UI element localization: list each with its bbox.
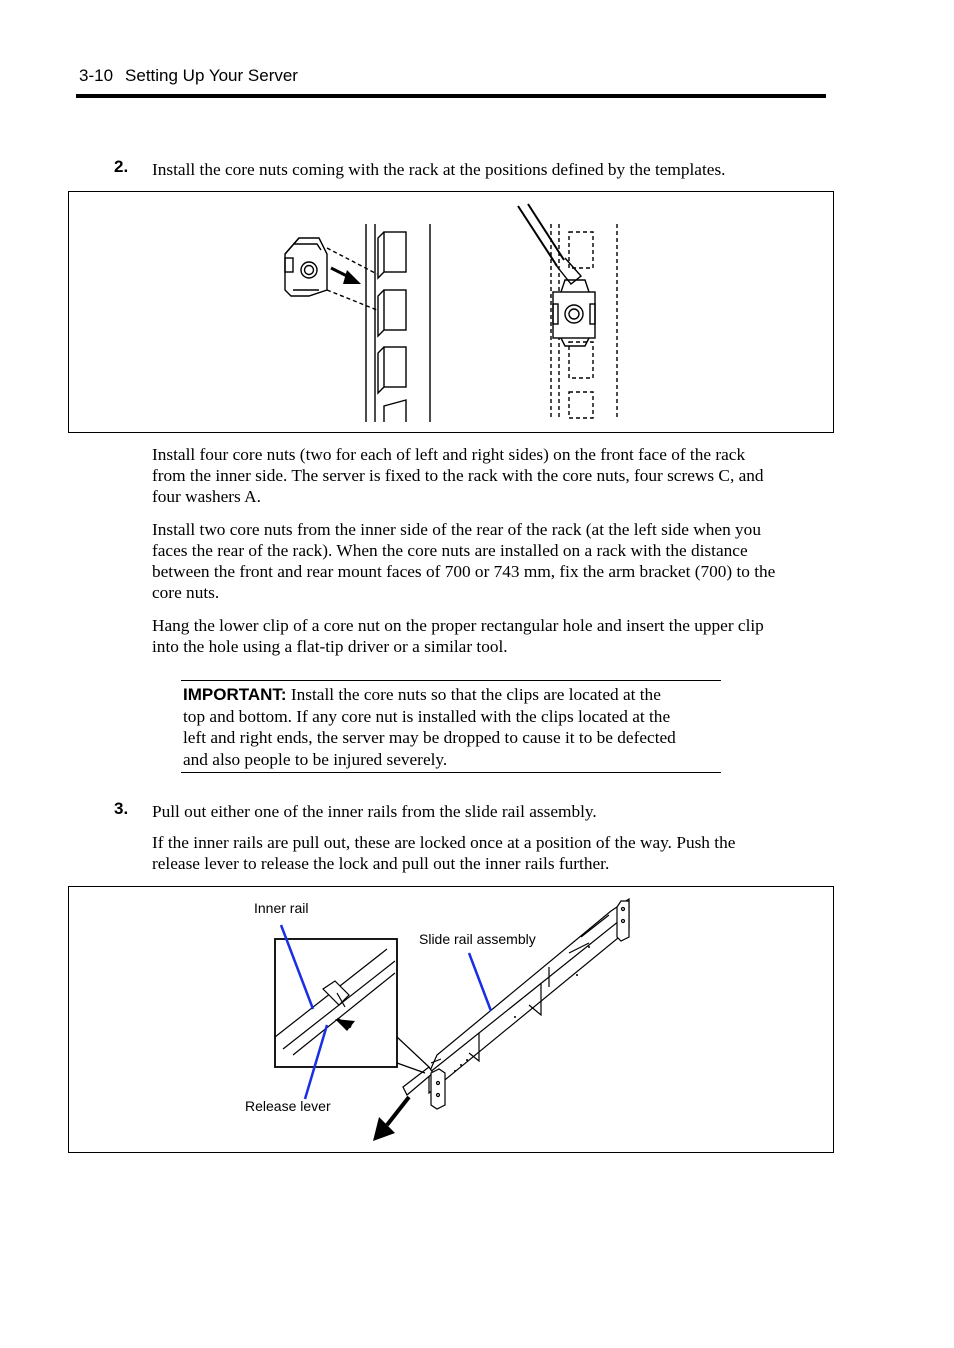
step-2-paragraph-2: Install two core nuts from the inner side of the rear of the rack (at the left side when you faces the rear of the rack). When the core nuts are installed on a rack with the distance between the front and rear mount faces of 700 or 743 mm, fix the arm bracket (700) to the core nuts. xyxy=(152,520,776,602)
inner-rail-label: Inner rail xyxy=(254,900,309,916)
step-3-paragraph-1: If the inner rails are pull out, these are locked once at a position of the way. Push the release lever to release the lock and pull out the inner rails further. xyxy=(152,833,736,873)
important-label: IMPORTANT: xyxy=(183,685,287,704)
release-lever-label: Release lever xyxy=(245,1098,331,1114)
step-2-paragraph-1: Install four core nuts (two for each of left and right sides) on the front face of the rack from the inner side. The server is fixed to the rack with the core nuts, four screws C, and four washers A. xyxy=(152,445,764,506)
important-note: IMPORTANT: Install the core nuts so that the clips are located at the top and bottom. If any core nut is installed with the clips located at the left and right ends, the server may be dropped to cause it to be defected and also people to be injured severely. xyxy=(181,680,721,773)
step-2-number: 2. xyxy=(114,157,129,176)
core-nut-illustration xyxy=(69,192,835,434)
header-rule xyxy=(76,94,826,98)
slide-rail-figure xyxy=(68,886,834,1153)
step-2-instruction: Install the core nuts coming with the rack at the positions defined by the templates. xyxy=(152,160,726,179)
core-nut-icon xyxy=(285,238,327,296)
slide-rail-callout-line xyxy=(469,953,491,1011)
slide-rail-illustration xyxy=(69,887,835,1154)
step-2-paragraph-3: Hang the lower clip of a core nut on the proper rectangular hole and insert the upper clip into the hole using a flat-tip driver or a similar tool. xyxy=(152,616,764,656)
page-header xyxy=(79,66,298,86)
step-3-instruction: Pull out either one of the inner rails from the slide rail assembly. xyxy=(152,802,597,821)
slide-rail-assembly-label: Slide rail assembly xyxy=(419,931,536,947)
chapter-title: Setting Up Your Server xyxy=(125,66,298,85)
page-number: 3-10 xyxy=(79,66,114,85)
step-3-number: 3. xyxy=(114,799,129,818)
insert-arrow-icon xyxy=(343,270,361,284)
core-nut-figure xyxy=(68,191,834,433)
